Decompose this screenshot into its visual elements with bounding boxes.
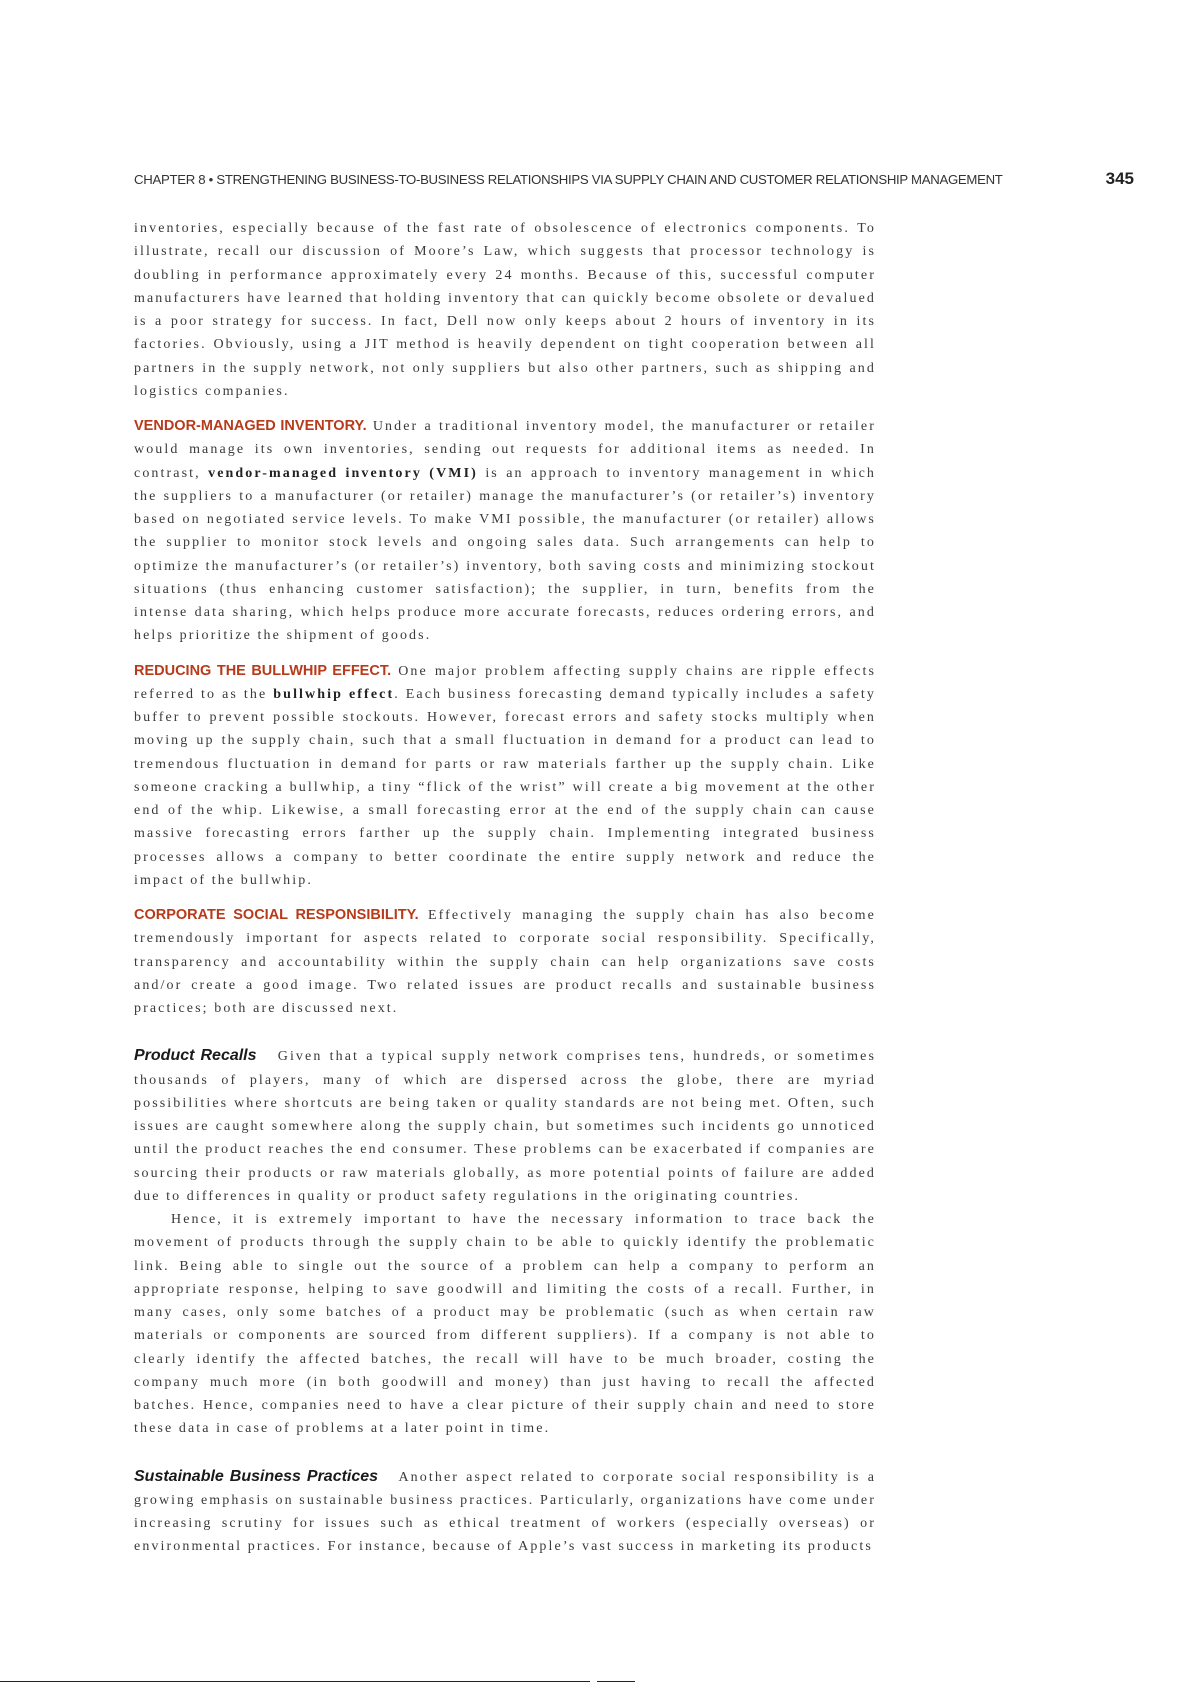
section-heading-bullwhip: REDUCING THE BULLWHIP EFFECT. (134, 662, 392, 679)
key-term-bullwhip: bullwhip effect (273, 686, 395, 702)
running-head-text: CHAPTER 8 • STRENGTHENING BUSINESS-TO-BUSINESS RELATIONSHIPS VIA SUPPLY CHAIN AND CUSTOMER RELATIONSHIP MANAGEMENT (134, 172, 1003, 187)
csr-text: Effectively managing the supply chain has also become tremendously important for aspects related to corporate social responsibility. Specifically, transparency and accountability within the supply chain can help organizations save costs and/or create a good image. Two related issues are product recalls and sustainable business practices; both are discussed next. (134, 908, 876, 1016)
running-header (134, 169, 1134, 196)
subheading-product-recalls: Product Recalls (134, 1047, 257, 1065)
bottom-rule (0, 1681, 590, 1682)
section-heading-csr: CORPORATE SOCIAL RESPONSIBILITY. (134, 907, 419, 923)
product-recalls-text: Given that a typical supply network comprises tens, hundreds, or sometimes thousands of players, many of which are dispersed across the globe, there are myriad possibilities where shortcuts are being taken or quality standards are not being met. Often, such issues are caught somewhere along the supply chain, but sometimes such incidents go unnoticed until the product reaches the end consumer. These problems can be exacerbated if companies are sourcing their products or raw materials globally, as more potential points of failure are added due to differences in quality or product safety regulations in the originating countries. (134, 1049, 876, 1204)
key-term-vmi: vendor-managed inventory (VMI) (208, 465, 478, 481)
bullwhip-text-a: One major problem affecting supply chains are ripple effects referred to as the (134, 663, 876, 702)
paragraph-jit-continued: inventories, especially because of the fast rate of obsolescence of electronics components. To illustrate, recall our discussion of Moore’s Law, which suggests that processor technology is doubling in performance approximately every 24 months. Because of this, successful computer manufacturers have learned that holding inventory that can quickly become obsolete or devalued is a poor strategy for success. In fact, Dell now only keeps about 2 hours of inventory in its factories. Obviously, using a JIT method is heavily dependent on tight cooperation between all partners in the supply network, not only suppliers but also other partners, such as shipping and logistics companies. (134, 221, 876, 399)
paragraph-product-recalls-2: Hence, it is extremely important to have the necessary information to trace back the movement of products through the supply chain to be able to quickly identify the problematic link. Being able to single out the source of a problem can help a company to perform an appropriate response, helping to save goodwill and limiting the costs of a recall. Further, in many cases, only some batches of a product may be problematic (such as when certain raw materials or components are sourced from different suppliers). If a company is not able to clearly identify the affected batches, the recall will have to be much broader, costing the company much more (in both goodwill and money) than just having to recall the affected batches. Hence, companies need to have a clear picture of their supply chain and need to store these data in case of problems at a later point in time. (134, 1212, 876, 1437)
paragraph-bullwhip (134, 660, 876, 893)
paragraph-vmi (134, 415, 876, 648)
paragraph-sustainable-practices (134, 1465, 876, 1559)
subheading-sustainable-practices: Sustainable Business Practices (134, 1467, 379, 1485)
body-text (134, 217, 876, 1571)
vmi-text-b: is an approach to inventory management in which the suppliers to a manufacturer (or retailer) manage the manufacturer’s (or retailer’s) inventory based on negotiated service levels. To make VMI possible, the manufacturer (or retailer) allows the supplier to monitor stock levels and ongoing sales data. Such arrangements can help to optimize the manufacturer’s (or retailer’s) inventory, both saving costs and minimizing stockout situations (thus enhancing customer satisfaction); the supplier, in turn, benefits from the intense data sharing, which helps produce more accurate forecasts, reduces ordering errors, and helps prioritize the shipment of goods. (134, 465, 876, 644)
paragraph-csr (134, 904, 876, 1020)
paragraph-product-recalls (134, 1044, 876, 1208)
bullwhip-text-b: . Each business forecasting demand typically includes a safety buffer to prevent possible stockouts. However, forecast errors and safety stocks multiply when moving up the supply chain, such that a small fluctuation in demand for a product can lead to tremendous fluctuation in demand for parts or raw materials farther up the supply chain. Like someone cracking a bullwhip, a tiny “flick of the wrist” will create a big movement at the other end of the whip. Likewise, a small forecasting error at the end of the supply chain can cause massive forecasting errors farther up the supply chain. Implementing integrated business processes allows a company to better coordinate the entire supply network and reduce the impact of the bullwhip. (134, 686, 877, 888)
page-number: 345 (1105, 169, 1134, 188)
bottom-rule-short (597, 1681, 635, 1682)
section-heading-vmi: VENDOR-MANAGED INVENTORY. (134, 418, 367, 434)
sustainable-practices-text: Another aspect related to corporate social responsibility is a growing emphasis on sustainable business practices. Particularly, organizations have come under increasing scrutiny for issues such as ethical treatment of workers (especially overseas) or environmental practices. For instance, because of Apple’s vast success in marketing its products (134, 1469, 877, 1555)
vmi-text-a: Under a traditional inventory model, the manufacturer or retailer would manage its own inventories, sending out requests for additional items as needed. In contrast, (134, 419, 876, 481)
